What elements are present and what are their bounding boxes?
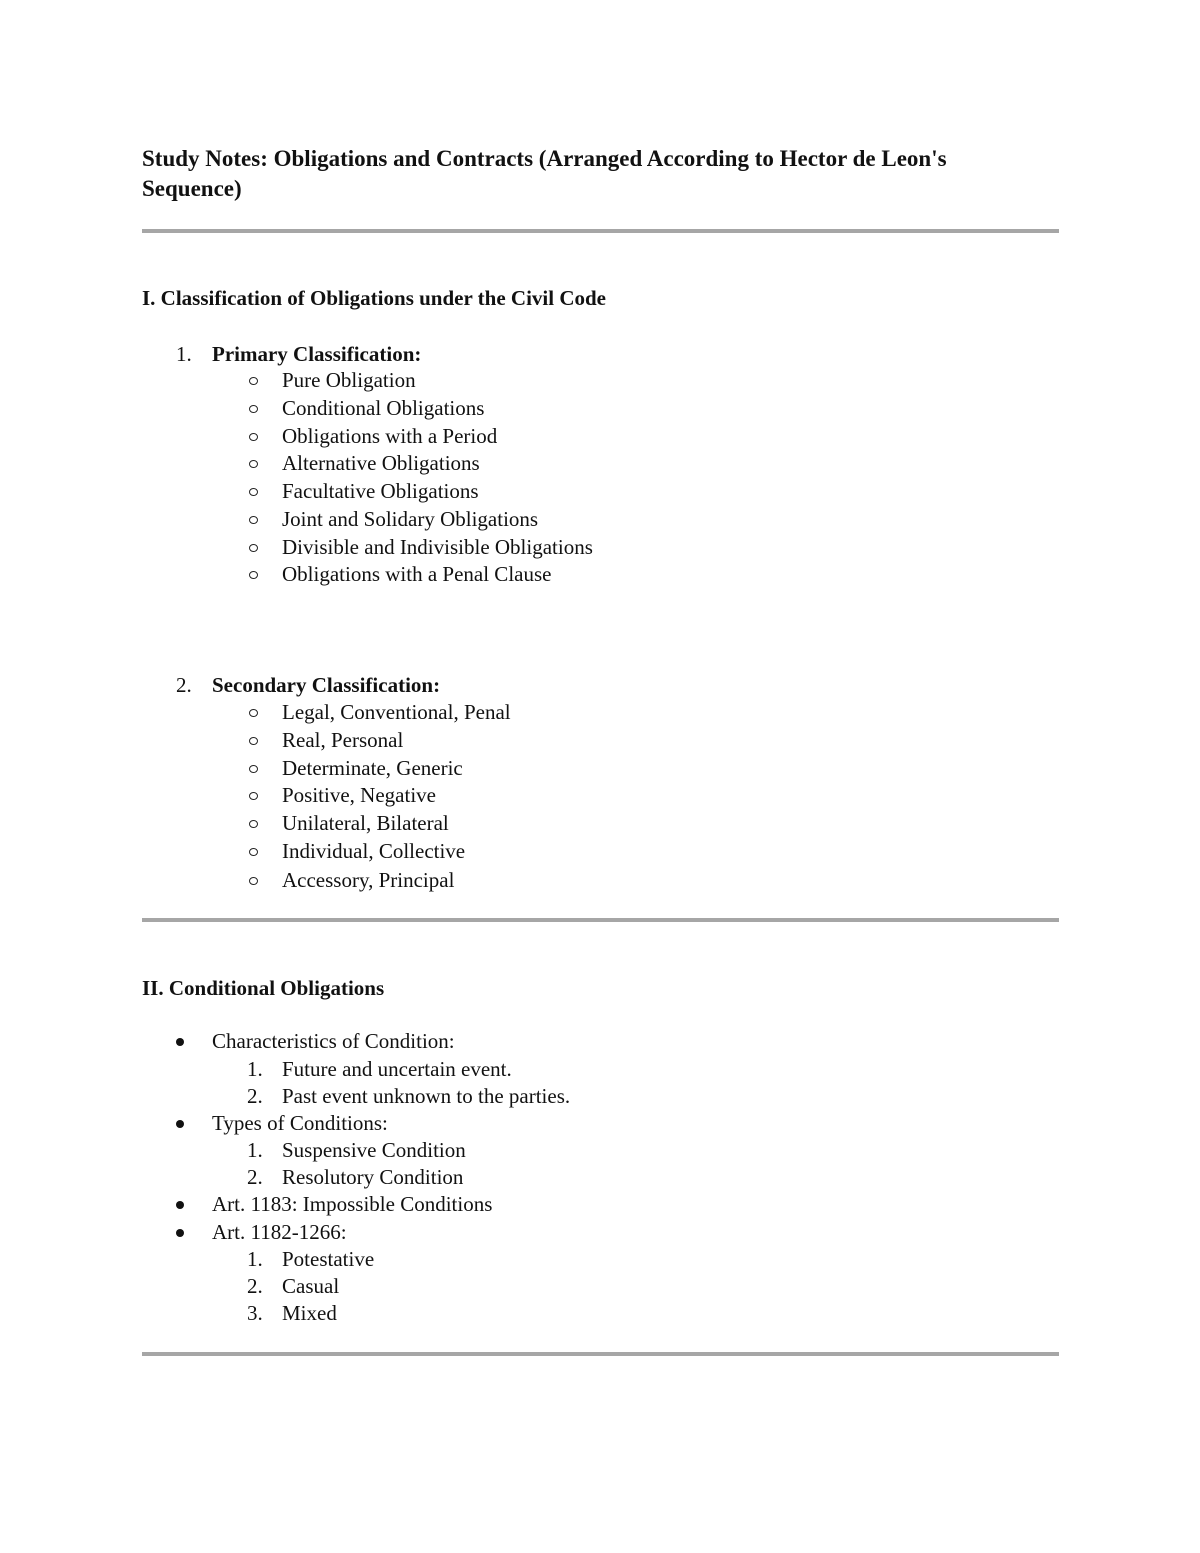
- primary-item: Pure Obligation: [282, 368, 416, 392]
- secondary-item: Real, Personal: [282, 728, 404, 752]
- primary-number: 1.: [176, 342, 192, 366]
- sub-number: 1.: [247, 1138, 263, 1162]
- secondary-item: Legal, Conventional, Penal: [282, 700, 511, 724]
- secondary-item: Unilateral, Bilateral: [282, 811, 449, 835]
- document-title: Study Notes: Obligations and Contracts (Arranged According to Hector de Leon's Sequence): [142, 146, 947, 201]
- circle-bullet-icon: [249, 820, 258, 828]
- circle-bullet-icon: [249, 737, 258, 745]
- sub-number: 2.: [247, 1165, 263, 1189]
- primary-item: Obligations with a Period: [282, 424, 498, 448]
- disc-bullet-icon: [176, 1038, 184, 1046]
- sub-item: Future and uncertain event.: [282, 1057, 512, 1081]
- secondary-number: 2.: [176, 673, 192, 697]
- circle-bullet-icon: [249, 848, 258, 856]
- circle-bullet-icon: [249, 709, 258, 717]
- circle-bullet-icon: [249, 544, 258, 552]
- disc-bullet-icon: [176, 1201, 184, 1209]
- sub-item: Suspensive Condition: [282, 1138, 466, 1162]
- sub-item: Mixed: [282, 1301, 337, 1325]
- sub-item: Casual: [282, 1274, 340, 1298]
- circle-bullet-icon: [249, 377, 258, 385]
- secondary-item: Positive, Negative: [282, 783, 436, 807]
- bullet-item: Art. 1183: Impossible Conditions: [212, 1192, 493, 1216]
- sub-item: Resolutory Condition: [282, 1165, 464, 1189]
- bullet-item: Characteristics of Condition:: [212, 1029, 455, 1053]
- section-1-heading: I. Classification of Obligations under the Civil Code: [142, 286, 606, 310]
- circle-bullet-icon: [249, 433, 258, 441]
- sub-number: 1.: [247, 1247, 263, 1271]
- circle-bullet-icon: [249, 405, 258, 413]
- circle-bullet-icon: [249, 765, 258, 773]
- horizontal-rule-2: [142, 918, 1059, 922]
- circle-bullet-icon: [249, 488, 258, 496]
- circle-bullet-icon: [249, 571, 258, 579]
- bullet-item: Art. 1182-1266:: [212, 1220, 347, 1244]
- sub-item: Potestative: [282, 1247, 375, 1271]
- primary-item: Joint and Solidary Obligations: [282, 507, 539, 531]
- section-2-heading: II. Conditional Obligations: [142, 976, 385, 1000]
- primary-classification-label: Primary Classification:: [212, 342, 422, 366]
- secondary-classification-label: Secondary Classification:: [212, 673, 441, 697]
- sub-number: 2.: [247, 1274, 263, 1298]
- sub-item: Past event unknown to the parties.: [282, 1084, 571, 1108]
- bullet-item: Types of Conditions:: [212, 1111, 388, 1135]
- sub-number: 2.: [247, 1084, 263, 1108]
- secondary-item: Individual, Collective: [282, 839, 466, 863]
- primary-item: Conditional Obligations: [282, 396, 485, 420]
- circle-bullet-icon: [249, 460, 258, 468]
- primary-item: Facultative Obligations: [282, 479, 479, 503]
- circle-bullet-icon: [249, 877, 258, 885]
- primary-item: Obligations with a Penal Clause: [282, 562, 552, 586]
- horizontal-rule-1: [142, 229, 1059, 233]
- disc-bullet-icon: [176, 1120, 184, 1128]
- secondary-item: Determinate, Generic: [282, 756, 463, 780]
- sub-number: 1.: [247, 1057, 263, 1081]
- sub-number: 3.: [247, 1301, 263, 1325]
- disc-bullet-icon: [176, 1229, 184, 1237]
- primary-item: Alternative Obligations: [282, 451, 480, 475]
- secondary-item: Accessory, Principal: [282, 868, 455, 892]
- horizontal-rule-3: [142, 1352, 1059, 1356]
- circle-bullet-icon: [249, 792, 258, 800]
- circle-bullet-icon: [249, 516, 258, 524]
- primary-item: Divisible and Indivisible Obligations: [282, 535, 593, 559]
